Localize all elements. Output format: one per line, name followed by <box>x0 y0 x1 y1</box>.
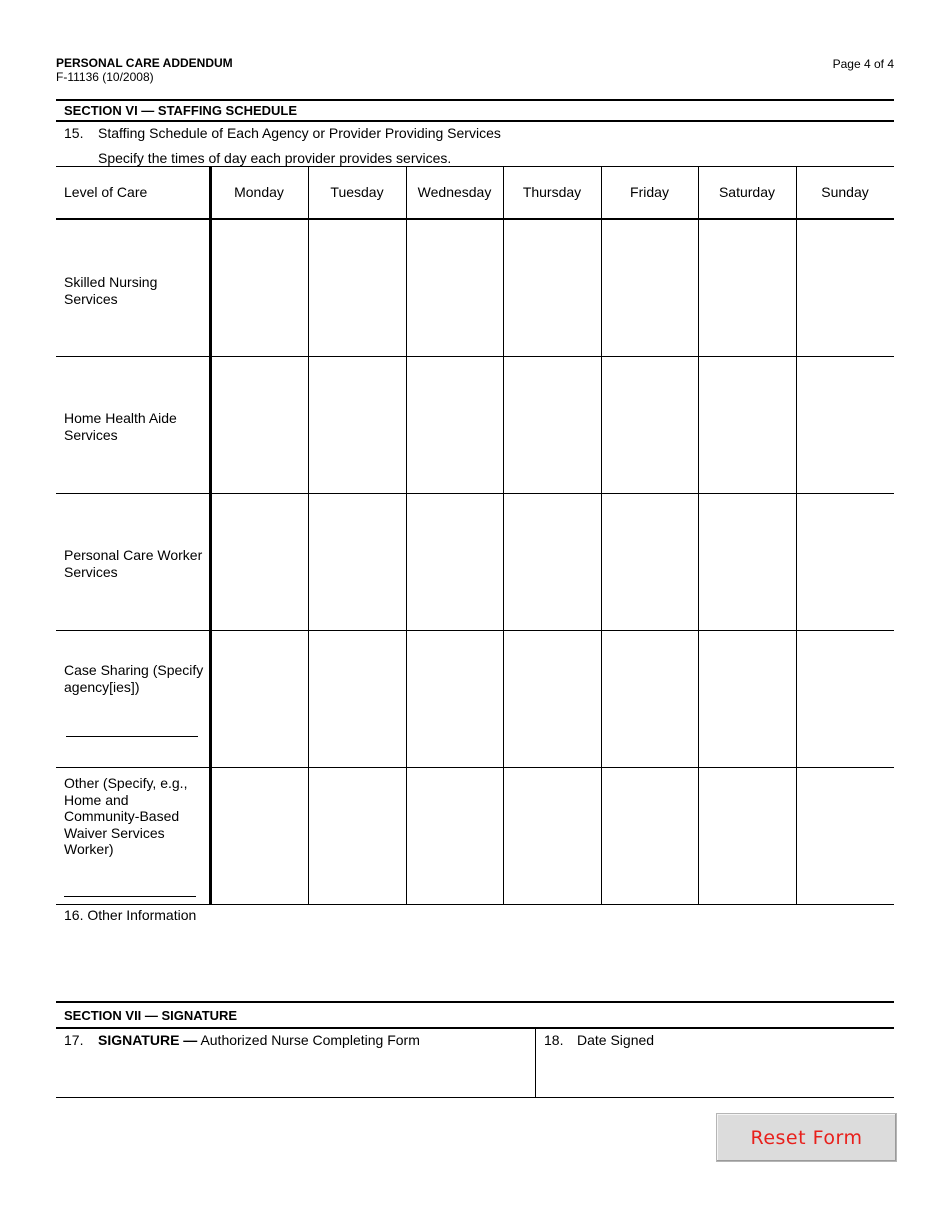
schedule-cell[interactable] <box>309 358 405 492</box>
date-signed-field[interactable] <box>537 1050 893 1096</box>
schedule-cell[interactable] <box>699 632 795 766</box>
table-row-rule <box>56 630 894 631</box>
schedule-cell[interactable] <box>797 358 893 492</box>
day-header-thursday: Thursday <box>522 184 582 200</box>
schedule-cell[interactable] <box>797 632 893 766</box>
schedule-cell[interactable] <box>504 632 600 766</box>
schedule-cell[interactable] <box>699 769 795 903</box>
signature-field[interactable] <box>56 1050 534 1096</box>
level-of-care-label: Home Health Aide Services <box>64 410 177 443</box>
item15-instruction: Specify the times of day each provider provides services. <box>98 150 452 166</box>
form-number: F-11136 (10/2008) <box>56 70 154 84</box>
schedule-cell[interactable] <box>602 358 697 492</box>
table-row-rule <box>56 767 894 768</box>
day-header-sunday: Sunday <box>821 184 869 200</box>
item15-number: 15. <box>64 125 84 141</box>
schedule-cell[interactable] <box>407 358 502 492</box>
schedule-cell[interactable] <box>797 220 893 355</box>
schedule-cell[interactable] <box>213 632 307 766</box>
schedule-cell[interactable] <box>309 769 405 903</box>
other-information-label: 16. Other Information <box>64 907 197 923</box>
item17-label <box>98 1032 420 1048</box>
schedule-cell[interactable] <box>797 769 893 903</box>
day-header-monday: Monday <box>234 184 284 200</box>
schedule-cell[interactable] <box>699 220 795 355</box>
schedule-cell[interactable] <box>213 220 307 355</box>
section6-bottom-rule <box>56 120 894 122</box>
schedule-cell[interactable] <box>602 632 697 766</box>
case-sharing-specify-line <box>66 736 198 737</box>
other-specify-line <box>64 896 196 897</box>
section7-end-rule <box>56 1097 894 1098</box>
table-top-rule <box>56 166 894 167</box>
reset-form-button[interactable]: Reset Form <box>716 1113 897 1162</box>
item15-label: Staffing Schedule of Each Agency or Provider Providing Services <box>98 125 501 141</box>
page-number: Page 4 of 4 <box>832 57 894 71</box>
schedule-cell[interactable] <box>407 769 502 903</box>
schedule-cell[interactable] <box>699 495 795 629</box>
schedule-cell[interactable] <box>213 358 307 492</box>
section6-top-rule <box>56 99 894 101</box>
other-specify-input[interactable] <box>64 876 200 896</box>
schedule-cell[interactable] <box>699 358 795 492</box>
day-header-friday: Friday <box>630 184 669 200</box>
schedule-cell[interactable] <box>309 495 405 629</box>
schedule-cell[interactable] <box>504 358 600 492</box>
day-header-saturday: Saturday <box>718 184 776 200</box>
case-sharing-agency-input[interactable] <box>64 716 200 736</box>
schedule-cell[interactable] <box>602 220 697 355</box>
table-row-rule <box>56 904 894 905</box>
schedule-cell[interactable] <box>797 495 893 629</box>
schedule-cell[interactable] <box>309 632 405 766</box>
signature-bold-label: SIGNATURE — <box>98 1032 198 1048</box>
level-of-care-label: Other (Specify, e.g., Home and Community-Based Waiver Services Worker) <box>64 775 188 857</box>
table-row-rule <box>56 493 894 494</box>
form-title: PERSONAL CARE ADDENDUM <box>56 56 233 70</box>
schedule-cell[interactable] <box>407 632 502 766</box>
day-header-wednesday: Wednesday <box>417 184 492 200</box>
schedule-cell[interactable] <box>602 495 697 629</box>
schedule-cell[interactable] <box>602 769 697 903</box>
signature-divider <box>535 1029 536 1097</box>
level-of-care-label: Personal Care Worker Services <box>64 547 203 580</box>
table-row-rule <box>56 356 894 357</box>
level-of-care-label: Case Sharing (Specify agency[ies]) <box>64 662 204 695</box>
section7-bottom-rule <box>56 1027 894 1029</box>
section6-title: SECTION VI — STAFFING SCHEDULE <box>64 103 298 118</box>
other-information-field[interactable] <box>56 925 894 997</box>
schedule-cell[interactable] <box>407 220 502 355</box>
schedule-cell[interactable] <box>504 220 600 355</box>
schedule-cell[interactable] <box>213 495 307 629</box>
item18-number: 18. <box>544 1032 564 1048</box>
day-header-tuesday: Tuesday <box>330 184 384 200</box>
level-of-care-header: Level of Care <box>64 184 148 200</box>
date-signed-label: Date Signed <box>577 1032 655 1048</box>
schedule-cell[interactable] <box>504 495 600 629</box>
item17-number: 17. <box>64 1032 84 1048</box>
schedule-cell[interactable] <box>309 220 405 355</box>
section7-title: SECTION VII — SIGNATURE <box>64 1008 238 1023</box>
schedule-cell[interactable] <box>407 495 502 629</box>
level-column-divider <box>209 166 212 904</box>
level-of-care-label: Skilled Nursing Services <box>64 274 158 307</box>
schedule-cell[interactable] <box>213 769 307 903</box>
section7-top-rule <box>56 1001 894 1003</box>
signature-label: Authorized Nurse Completing Form <box>200 1032 420 1048</box>
schedule-cell[interactable] <box>504 769 600 903</box>
